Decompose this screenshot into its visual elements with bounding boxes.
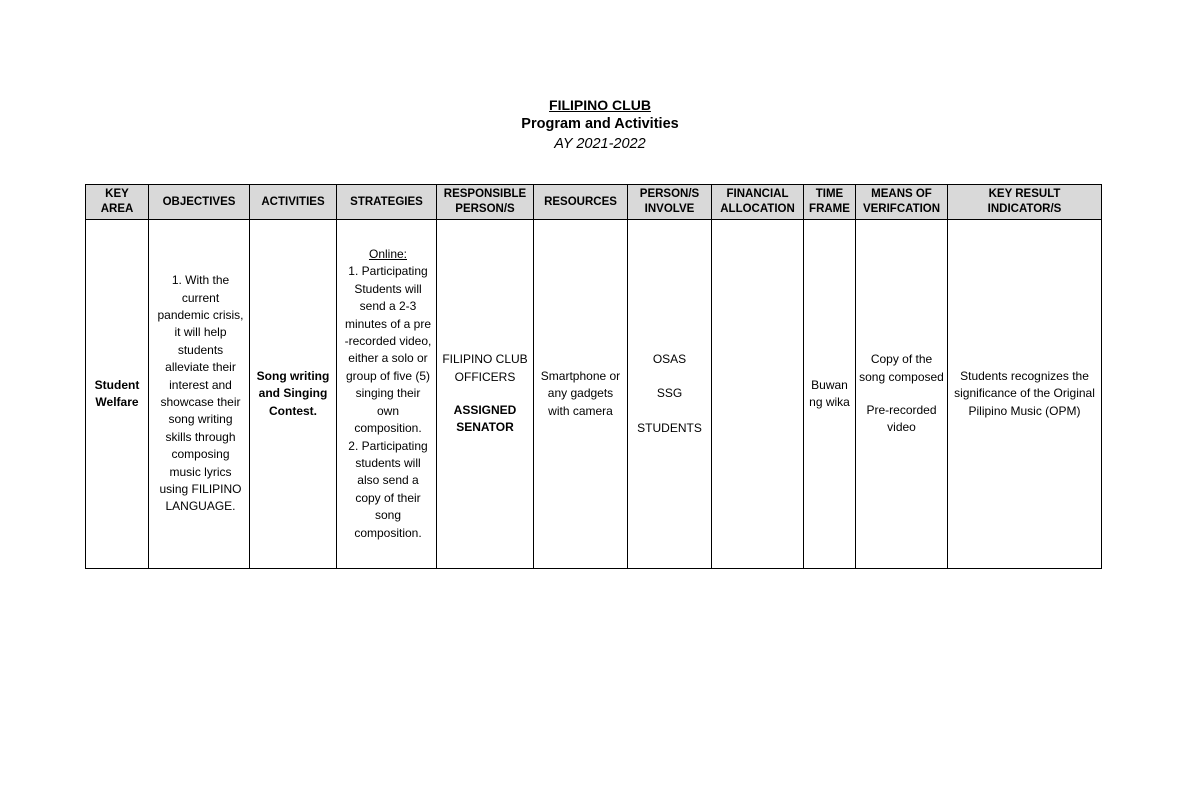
table-row <box>86 220 1102 569</box>
column-header-financial: FINANCIAL ALLOCATION <box>712 185 804 220</box>
program-activities-table <box>85 184 1102 569</box>
cell-key-area: Student Welfare <box>86 220 149 569</box>
cell-objectives: 1. With the current pandemic crisis, it will help students alleviate their interest and showcase their song writing skills through composing music lyrics using FILIPINO LANGUAGE. <box>149 220 250 569</box>
means-song-composed: Copy of the song composed <box>859 352 944 384</box>
cell-financial <box>712 220 804 569</box>
cell-indicator: Students recognizes the significance of the Original Pilipino Music (OPM) <box>948 220 1102 569</box>
strategies-item-1: 1. Participating Students will send a 2-3 minutes of a pre -recorded video, either a solo or group of five (5) singing their own composition. <box>344 264 432 436</box>
column-header-activities: ACTIVITIES <box>250 185 337 220</box>
document-subtitle: Program and Activities <box>521 116 679 132</box>
involve-osas: OSAS <box>652 351 687 366</box>
document-title: FILIPINO CLUB <box>549 97 651 113</box>
column-header-time-frame: TIME FRAME <box>804 185 856 220</box>
document-header <box>0 96 1200 154</box>
cell-activities: Song writing and Singing Contest. <box>250 220 337 569</box>
column-header-objectives: OBJECTIVES <box>149 185 250 220</box>
cell-time-frame: Buwan ng wika <box>804 220 856 569</box>
responsible-officers: FILIPINO CLUB OFFICERS <box>442 352 528 384</box>
column-header-strategies: STRATEGIES <box>337 185 437 220</box>
cell-involve <box>628 220 712 569</box>
cell-strategies <box>337 220 437 569</box>
table-header-row <box>86 185 1102 220</box>
column-header-involve: PERSON/S INVOLVE <box>628 185 712 220</box>
column-header-key-area: KEY AREA <box>86 185 149 220</box>
cell-resources: Smartphone or any gadgets with camera <box>534 220 628 569</box>
strategies-item-2: 2. Participating students will also send a copy of their song composition. <box>348 438 428 540</box>
column-header-resources: RESOURCES <box>534 185 628 220</box>
involve-students: STUDENTS <box>637 420 702 435</box>
responsible-senator: ASSIGNED SENATOR <box>453 403 517 435</box>
column-header-indicator: KEY RESULT INDICATOR/S <box>948 185 1102 220</box>
involve-ssg: SSG <box>656 386 683 401</box>
strategies-heading: Online: <box>368 247 408 262</box>
academic-year: AY 2021-2022 <box>554 136 646 152</box>
column-header-means: MEANS OF VERIFCATION <box>856 185 948 220</box>
cell-means <box>856 220 948 569</box>
cell-responsible <box>437 220 534 569</box>
means-video: Pre-recorded video <box>866 403 937 435</box>
column-header-responsible: RESPONSIBLE PERSON/S <box>437 185 534 220</box>
